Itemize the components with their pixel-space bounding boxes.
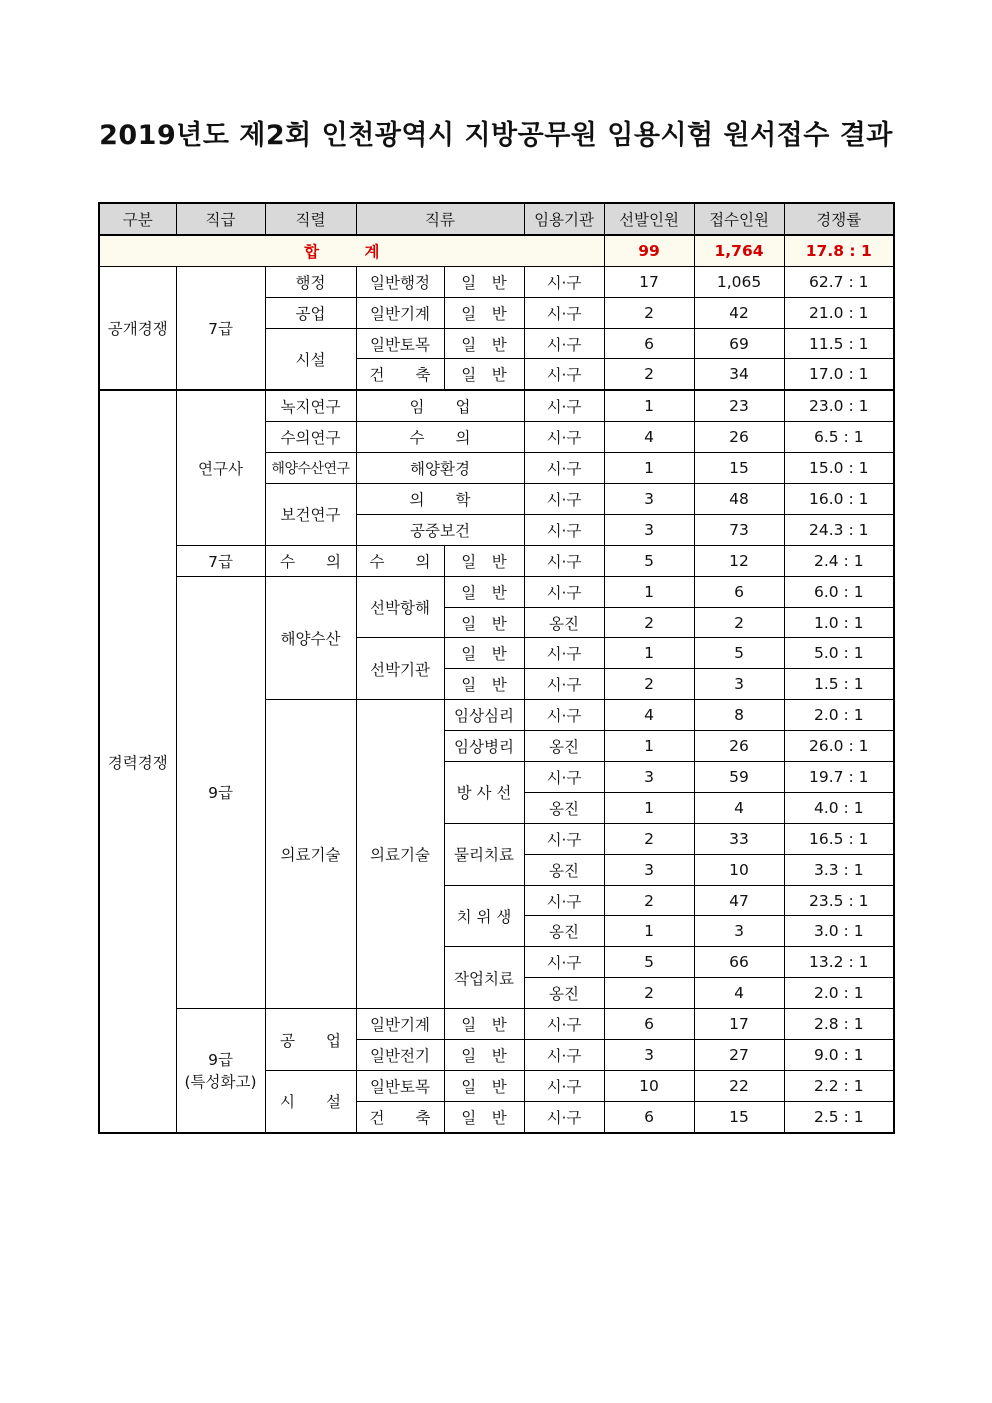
class-cell: 건 축 (356, 1101, 444, 1132)
selected-cell: 2 (604, 669, 694, 700)
agency-cell: 시·구 (524, 1009, 604, 1040)
selected-cell: 4 (604, 700, 694, 731)
selected-cell: 6 (604, 1101, 694, 1132)
class-cell: 선박기관 (356, 638, 444, 700)
agency-cell: 시·구 (524, 700, 604, 731)
subclass-cell: 물리치료 (444, 823, 524, 885)
agency-cell: 시·구 (524, 453, 604, 484)
header-category: 구분 (99, 203, 176, 235)
agency-cell: 옹진 (524, 916, 604, 947)
applicants-cell: 6 (694, 576, 784, 607)
ratio-cell: 3.3 : 1 (784, 854, 894, 885)
ratio-cell: 13.2 : 1 (784, 947, 894, 978)
selected-cell: 2 (604, 297, 694, 328)
ratio-cell: 23.0 : 1 (784, 390, 894, 421)
table-row (99, 1009, 894, 1040)
selected-cell: 6 (604, 1009, 694, 1040)
selected-cell: 5 (604, 947, 694, 978)
header-agency: 임용기관 (524, 203, 604, 235)
ratio-cell: 5.0 : 1 (784, 638, 894, 669)
class-cell: 의료기술 (356, 700, 444, 1009)
agency-cell: 시·구 (524, 669, 604, 700)
selected-cell: 1 (604, 638, 694, 669)
series-cell: 행정 (265, 266, 356, 297)
grade-line: 9급 (208, 1051, 233, 1070)
class-cell: 공중보건 (356, 514, 524, 545)
ratio-cell: 2.2 : 1 (784, 1070, 894, 1101)
selected-cell: 3 (604, 1040, 694, 1071)
category-cell: 경력경쟁 (99, 390, 176, 1132)
agency-cell: 시·구 (524, 390, 604, 421)
selected-cell: 3 (604, 762, 694, 793)
subclass-cell: 일 반 (444, 1040, 524, 1071)
agency-cell: 시·구 (524, 545, 604, 576)
table-row (99, 545, 894, 576)
agency-cell: 옹진 (524, 854, 604, 885)
applicants-cell: 66 (694, 947, 784, 978)
class-cell: 건 축 (356, 359, 444, 390)
selected-cell: 17 (604, 266, 694, 297)
agency-cell: 옹진 (524, 792, 604, 823)
ratio-cell: 21.0 : 1 (784, 297, 894, 328)
ratio-cell: 2.0 : 1 (784, 978, 894, 1009)
ratio-cell: 17.0 : 1 (784, 359, 894, 390)
class-cell: 일반기계 (356, 1009, 444, 1040)
grade-cell (176, 1009, 265, 1133)
subclass-cell: 작업치료 (444, 947, 524, 1009)
applicants-cell: 59 (694, 762, 784, 793)
total-selected: 99 (604, 235, 694, 266)
ratio-cell: 4.0 : 1 (784, 792, 894, 823)
class-cell: 선박항해 (356, 576, 444, 638)
application-results-table (98, 202, 895, 1134)
ratio-cell: 2.8 : 1 (784, 1009, 894, 1040)
grade-cell: 9급 (176, 576, 265, 1008)
header-series: 직렬 (265, 203, 356, 235)
subclass-cell: 임상심리 (444, 700, 524, 731)
selected-cell: 3 (604, 854, 694, 885)
agency-cell: 시·구 (524, 638, 604, 669)
subclass-cell: 일 반 (444, 359, 524, 390)
applicants-cell: 33 (694, 823, 784, 854)
subclass-cell: 일 반 (444, 1101, 524, 1132)
subclass-cell: 일 반 (444, 1009, 524, 1040)
series-cell: 공업 (265, 297, 356, 328)
subclass-cell: 일 반 (444, 545, 524, 576)
agency-cell: 시·구 (524, 823, 604, 854)
series-cell: 의료기술 (265, 700, 356, 1009)
header-applicants: 접수인원 (694, 203, 784, 235)
agency-cell: 시·구 (524, 266, 604, 297)
selected-cell: 2 (604, 607, 694, 638)
class-cell: 의 학 (356, 484, 524, 515)
series-cell: 해양수산 (265, 576, 356, 700)
subclass-cell: 일 반 (444, 669, 524, 700)
selected-cell: 10 (604, 1070, 694, 1101)
category-cell: 공개경쟁 (99, 266, 176, 390)
series-cell: 공 업 (265, 1009, 356, 1071)
grade-cell: 7급 (176, 545, 265, 576)
series-cell: 시설 (265, 328, 356, 390)
selected-cell: 2 (604, 885, 694, 916)
ratio-cell: 26.0 : 1 (784, 731, 894, 762)
grade-cell: 연구사 (176, 390, 265, 545)
selected-cell: 1 (604, 916, 694, 947)
applicants-cell: 34 (694, 359, 784, 390)
agency-cell: 시·구 (524, 947, 604, 978)
agency-cell: 옹진 (524, 607, 604, 638)
selected-cell: 1 (604, 792, 694, 823)
series-cell: 수 의 (265, 545, 356, 576)
header-row (99, 203, 894, 235)
applicants-cell: 26 (694, 731, 784, 762)
agency-cell: 시·구 (524, 484, 604, 515)
applicants-cell: 12 (694, 545, 784, 576)
applicants-cell: 1,065 (694, 266, 784, 297)
class-cell: 수 의 (356, 422, 524, 453)
ratio-cell: 2.0 : 1 (784, 700, 894, 731)
applicants-cell: 27 (694, 1040, 784, 1071)
agency-cell: 시·구 (524, 514, 604, 545)
total-ratio: 17.8 : 1 (784, 235, 894, 266)
agency-cell: 시·구 (524, 297, 604, 328)
applicants-cell: 15 (694, 1101, 784, 1132)
selected-cell: 1 (604, 453, 694, 484)
ratio-cell: 19.7 : 1 (784, 762, 894, 793)
agency-cell: 시·구 (524, 1101, 604, 1132)
ratio-cell: 2.4 : 1 (784, 545, 894, 576)
agency-cell: 시·구 (524, 762, 604, 793)
total-applicants: 1,764 (694, 235, 784, 266)
agency-cell: 시·구 (524, 1070, 604, 1101)
grade-cell: 7급 (176, 266, 265, 390)
ratio-cell: 1.5 : 1 (784, 669, 894, 700)
class-cell: 일반토목 (356, 1070, 444, 1101)
class-cell: 해양환경 (356, 453, 524, 484)
applicants-cell: 47 (694, 885, 784, 916)
applicants-cell: 3 (694, 669, 784, 700)
selected-cell: 2 (604, 359, 694, 390)
total-label: 합 계 (99, 235, 604, 266)
agency-cell: 시·구 (524, 885, 604, 916)
applicants-cell: 69 (694, 328, 784, 359)
selected-cell: 5 (604, 545, 694, 576)
selected-cell: 3 (604, 514, 694, 545)
header-ratio: 경쟁률 (784, 203, 894, 235)
applicants-cell: 5 (694, 638, 784, 669)
header-class: 직류 (356, 203, 524, 235)
ratio-cell: 9.0 : 1 (784, 1040, 894, 1071)
subclass-cell: 일 반 (444, 297, 524, 328)
applicants-cell: 26 (694, 422, 784, 453)
header-selected: 선발인원 (604, 203, 694, 235)
series-cell: 시 설 (265, 1070, 356, 1132)
subclass-cell: 일 반 (444, 576, 524, 607)
class-cell: 일반전기 (356, 1040, 444, 1071)
applicants-cell: 48 (694, 484, 784, 515)
selected-cell: 6 (604, 328, 694, 359)
grade-line: (특성화고) (184, 1073, 257, 1092)
subclass-cell: 방 사 선 (444, 762, 524, 824)
selected-cell: 1 (604, 731, 694, 762)
selected-cell: 2 (604, 978, 694, 1009)
ratio-cell: 6.0 : 1 (784, 576, 894, 607)
class-cell: 일반토목 (356, 328, 444, 359)
ratio-cell: 23.5 : 1 (784, 885, 894, 916)
subclass-cell: 일 반 (444, 638, 524, 669)
series-cell: 해양수산연구 (265, 453, 356, 484)
subclass-cell: 일 반 (444, 607, 524, 638)
header-grade: 직급 (176, 203, 265, 235)
subclass-cell: 일 반 (444, 266, 524, 297)
applicants-cell: 73 (694, 514, 784, 545)
applicants-cell: 23 (694, 390, 784, 421)
ratio-cell: 16.0 : 1 (784, 484, 894, 515)
selected-cell: 3 (604, 484, 694, 515)
applicants-cell: 22 (694, 1070, 784, 1101)
subclass-cell: 치 위 생 (444, 885, 524, 947)
agency-cell: 시·구 (524, 359, 604, 390)
page-title: 2019년도 제2회 인천광역시 지방공무원 임용시험 원서접수 결과 (99, 120, 893, 151)
selected-cell: 1 (604, 390, 694, 421)
agency-cell: 시·구 (524, 422, 604, 453)
ratio-cell: 15.0 : 1 (784, 453, 894, 484)
selected-cell: 1 (604, 576, 694, 607)
table-row (99, 390, 894, 421)
agency-cell: 옹진 (524, 731, 604, 762)
ratio-cell: 16.5 : 1 (784, 823, 894, 854)
ratio-cell: 3.0 : 1 (784, 916, 894, 947)
subclass-cell: 일 반 (444, 1070, 524, 1101)
agency-cell: 시·구 (524, 576, 604, 607)
ratio-cell: 2.5 : 1 (784, 1101, 894, 1132)
ratio-cell: 11.5 : 1 (784, 328, 894, 359)
ratio-cell: 62.7 : 1 (784, 266, 894, 297)
applicants-cell: 4 (694, 792, 784, 823)
agency-cell: 옹진 (524, 978, 604, 1009)
subclass-cell: 임상병리 (444, 731, 524, 762)
ratio-cell: 24.3 : 1 (784, 514, 894, 545)
table-row (99, 576, 894, 607)
subclass-cell: 일 반 (444, 328, 524, 359)
agency-cell: 시·구 (524, 328, 604, 359)
agency-cell: 시·구 (524, 1040, 604, 1071)
applicants-cell: 10 (694, 854, 784, 885)
ratio-cell: 1.0 : 1 (784, 607, 894, 638)
applicants-cell: 2 (694, 607, 784, 638)
applicants-cell: 15 (694, 453, 784, 484)
applicants-cell: 17 (694, 1009, 784, 1040)
applicants-cell: 4 (694, 978, 784, 1009)
class-cell: 일반행정 (356, 266, 444, 297)
series-cell: 녹지연구 (265, 390, 356, 421)
applicants-cell: 8 (694, 700, 784, 731)
class-cell: 수 의 (356, 545, 444, 576)
selected-cell: 4 (604, 422, 694, 453)
ratio-cell: 6.5 : 1 (784, 422, 894, 453)
series-cell: 수의연구 (265, 422, 356, 453)
total-row (99, 235, 894, 266)
applicants-cell: 42 (694, 297, 784, 328)
table-row (99, 266, 894, 297)
class-cell: 임 업 (356, 390, 524, 421)
selected-cell: 2 (604, 823, 694, 854)
applicants-cell: 3 (694, 916, 784, 947)
series-cell: 보건연구 (265, 484, 356, 546)
class-cell: 일반기계 (356, 297, 444, 328)
